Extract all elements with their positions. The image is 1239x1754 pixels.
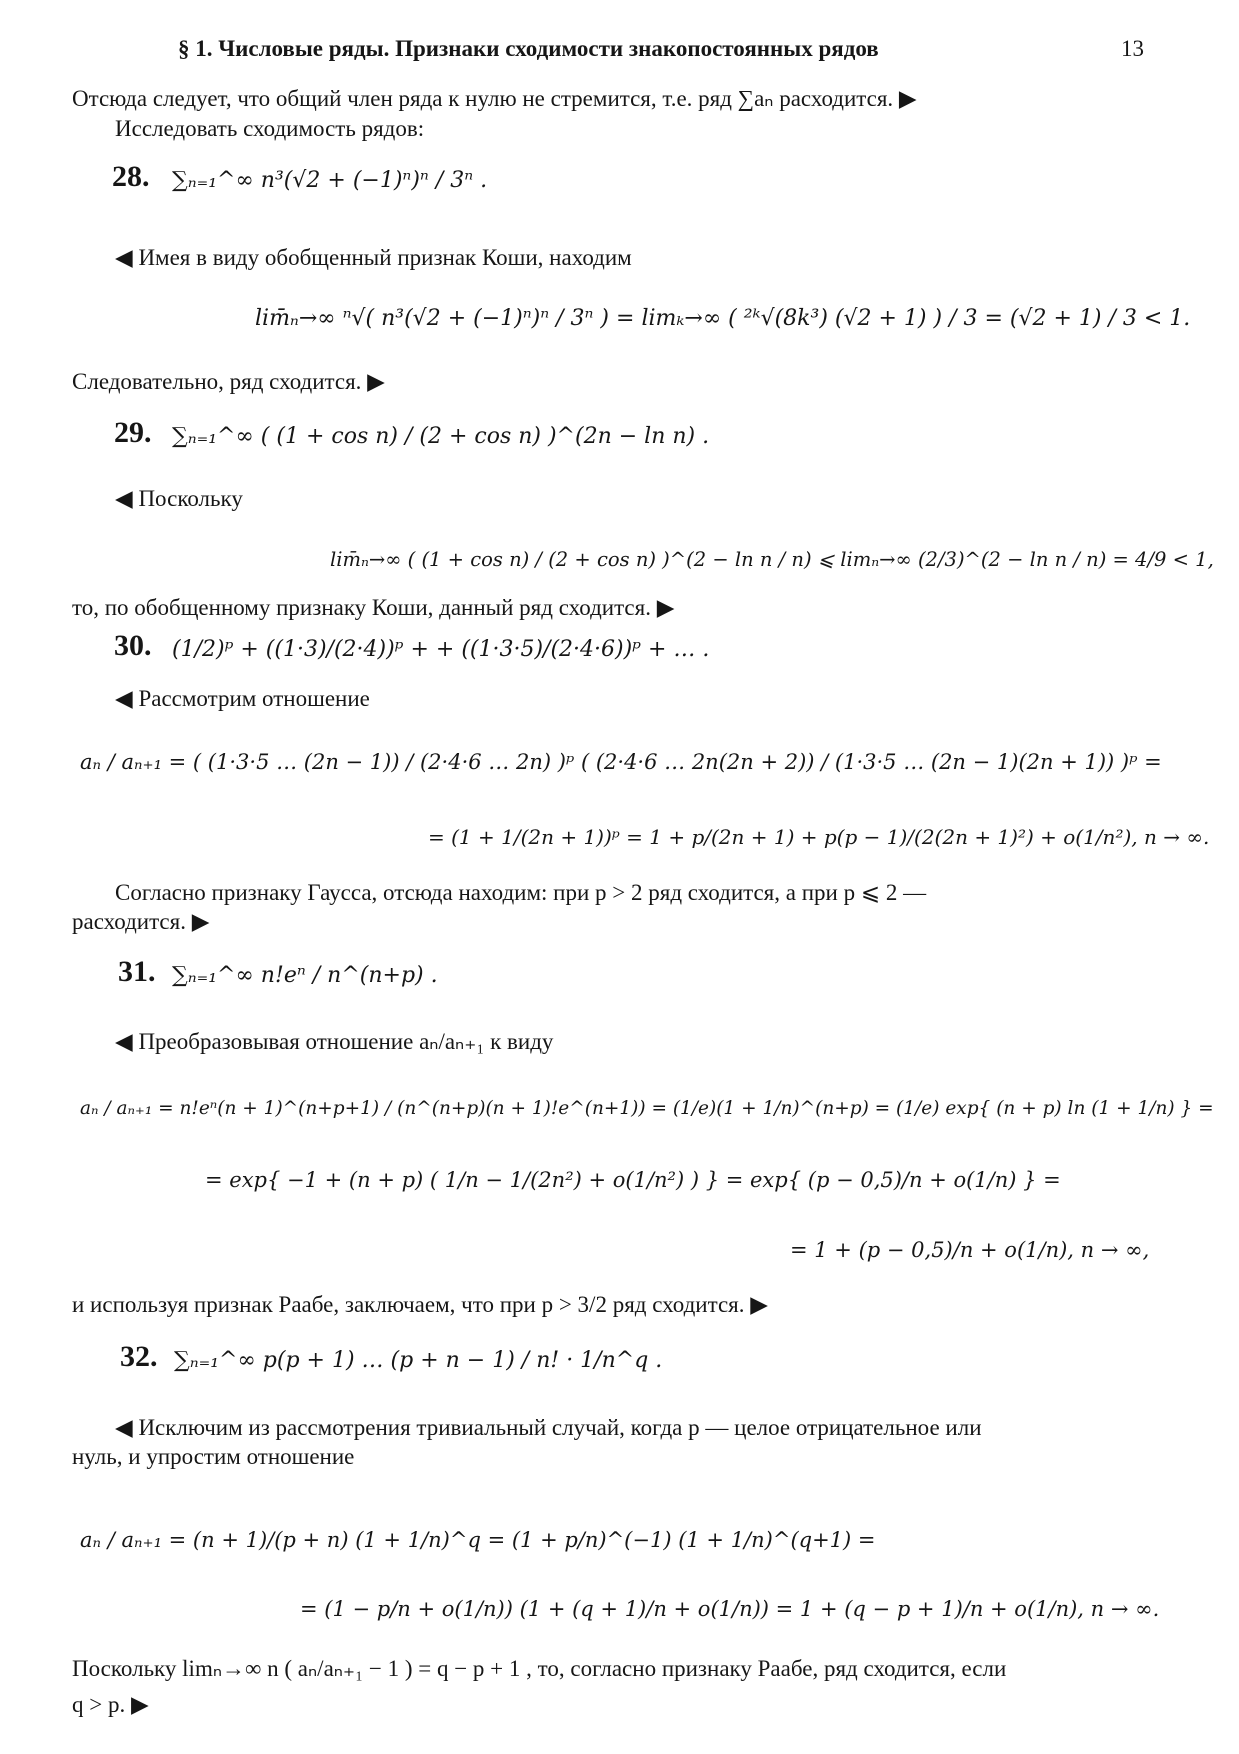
problem-28 bbox=[112, 162, 1169, 194]
formula-31-line-3: = 1 + (p − 0,5)/n + o(1/n), n → ∞, bbox=[790, 1238, 1150, 1262]
solution-intro-28: ◀ Имея в виду обобщенный признак Коши, находим bbox=[115, 245, 632, 270]
conclusion-32-line-2: q > p. ▶ bbox=[72, 1692, 149, 1717]
formula-32-line-2: = (1 − p/n + o(1/n)) (1 + (q + 1)/n + o(1/n)) = 1 + (q − p + 1)/n + o(1/n), n → ∞. bbox=[300, 1597, 1160, 1621]
conclusion-28: Следовательно, ряд сходится. ▶ bbox=[72, 369, 385, 394]
formula-29: lim̄ₙ→∞ ( (1 + cos n) / (2 + cos n) )^(2 − ln n / n) ⩽ limₙ→∞ (2/3)^(2 − ln n / n) = 4/9 < 1, bbox=[330, 548, 1214, 571]
conclusion-30-line-2: расходится. ▶ bbox=[72, 909, 210, 934]
formula-30-line-1: aₙ / aₙ₊₁ = ( (1·3·5 … (2n − 1)) / (2·4·6 … 2n) )ᵖ ( (2·4·6 … 2n(2n + 2)) / (1·3·5 … (2n − 1)(2n + 1)) )ᵖ = bbox=[80, 750, 1162, 774]
problem-number: 31. bbox=[118, 955, 156, 988]
problem-number: 30. bbox=[114, 629, 152, 662]
solution-intro-29: ◀ Поскольку bbox=[115, 486, 243, 511]
solution-32-line-2: нуль, и упростим отношение bbox=[72, 1444, 355, 1469]
problem-32 bbox=[120, 1342, 1169, 1374]
problem-statement: ∑ₙ₌₁^∞ p(p + 1) … (p + n − 1) / n! · 1/n^q . bbox=[174, 1348, 663, 1373]
conclusion-30-line-1: Согласно признаку Гаусса, отсюда находим: при p > 2 ряд сходится, а при p ⩽ 2 — bbox=[115, 880, 927, 905]
intro-line-2: Исследовать сходимость рядов: bbox=[115, 116, 425, 141]
conclusion-29: то, по обобщенному признаку Коши, данный ряд сходится. ▶ bbox=[72, 595, 675, 620]
solution-32-line-1: ◀ Исключим из рассмотрения тривиальный случай, когда p — целое отрицательное или bbox=[115, 1415, 982, 1440]
running-head: § 1. Числовые ряды. Признаки сходимости знакопостоянных рядов bbox=[178, 36, 879, 61]
formula-32-line-1: aₙ / aₙ₊₁ = (n + 1)/(p + n) (1 + 1/n)^q = (1 + p/n)^(−1) (1 + 1/n)^(q+1) = bbox=[80, 1528, 876, 1552]
conclusion-31: и используя признак Раабе, заключаем, что при p > 3/2 ряд сходится. ▶ bbox=[72, 1292, 768, 1317]
formula-28: lim̄ₙ→∞ ⁿ√( n³(√2 + (−1)ⁿ)ⁿ / 3ⁿ ) = limₖ→∞ ( ²ᵏ√(8k³) (√2 + 1) ) / 3 = (√2 + 1) / 3 < 1. bbox=[255, 306, 1191, 331]
conclusion-32-line-1: Поскольку limₙ→∞ n ( aₙ/aₙ₊₁ − 1 ) = q − p + 1 , то, согласно признаку Раабе, ряд сходится, если bbox=[72, 1656, 1007, 1681]
problem-29 bbox=[114, 418, 1169, 450]
problem-30 bbox=[114, 631, 1169, 663]
problem-number: 28. bbox=[112, 160, 150, 193]
problem-number: 29. bbox=[114, 416, 152, 449]
problem-statement: ∑ₙ₌₁^∞ n³(√2 + (−1)ⁿ)ⁿ / 3ⁿ . bbox=[172, 168, 488, 193]
page-number: 13 bbox=[1121, 36, 1144, 61]
problem-statement: ∑ₙ₌₁^∞ n!eⁿ / n^(n+p) . bbox=[172, 963, 438, 988]
problem-statement: (1/2)ᵖ + ((1·3)/(2·4))ᵖ + + ((1·3·5)/(2·4·6))ᵖ + … . bbox=[172, 637, 710, 662]
solution-intro-30: ◀ Рассмотрим отношение bbox=[115, 686, 370, 711]
solution-intro-31: ◀ Преобразовывая отношение aₙ/aₙ₊₁ к виду bbox=[115, 1029, 554, 1054]
intro-line-1: Отсюда следует, что общий член ряда к нулю не стремится, т.е. ряд ∑aₙ расходится. ▶ bbox=[72, 86, 917, 111]
formula-31-line-2: = exp{ −1 + (n + p) ( 1/n − 1/(2n²) + o(1/n²) ) } = exp{ (p − 0,5)/n + o(1/n) } = bbox=[205, 1168, 1061, 1192]
formula-31-line-1: aₙ / aₙ₊₁ = n!eⁿ(n + 1)^(n+p+1) / (n^(n+p)(n + 1)!e^(n+1)) = (1/e)(1 + 1/n)^(n+p) = (1/e) exp{ (n + p) ln (1 + 1/n) } = bbox=[80, 1098, 1214, 1119]
formula-30-line-2: = (1 + 1/(2n + 1))ᵖ = 1 + p/(2n + 1) + p(p − 1)/(2(2n + 1)²) + o(1/n²), n → ∞. bbox=[428, 825, 1210, 849]
problem-31 bbox=[118, 957, 1169, 989]
problem-statement: ∑ₙ₌₁^∞ ( (1 + cos n) / (2 + cos n) )^(2n − ln n) . bbox=[172, 424, 710, 449]
problem-number: 32. bbox=[120, 1340, 158, 1373]
page-header bbox=[0, 36, 1239, 76]
